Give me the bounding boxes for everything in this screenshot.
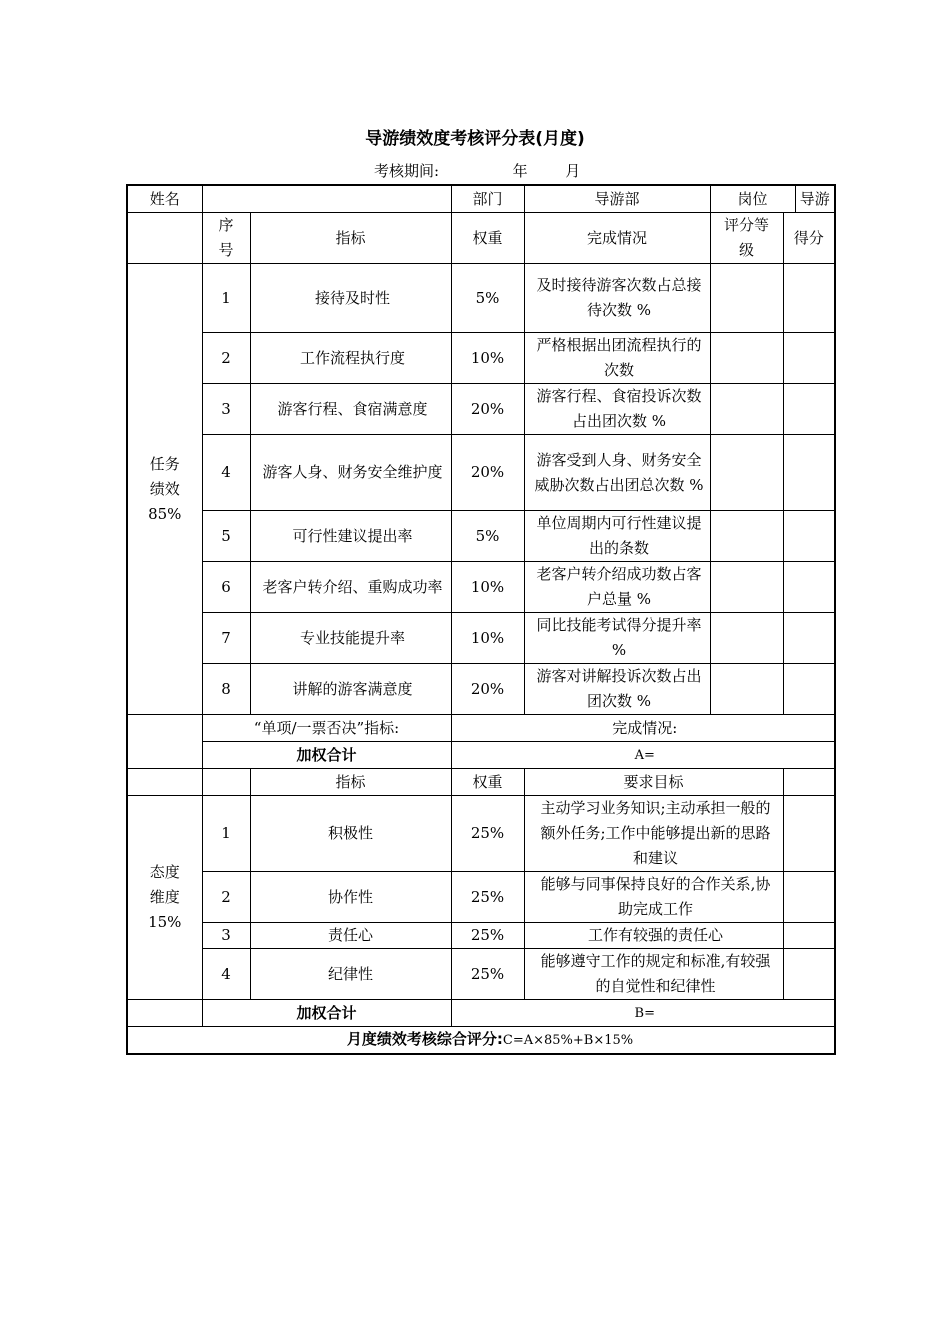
- task-total-value[interactable]: A=: [451, 742, 835, 769]
- col-score: 得分: [783, 213, 835, 264]
- score-cell[interactable]: [783, 435, 835, 511]
- header-row: [127, 185, 835, 213]
- task-row: 2 工作流程执行度 10% 严格根据出团流程执行的次数: [127, 333, 835, 384]
- grade-cell[interactable]: [710, 264, 783, 333]
- attitude-total-row: [127, 1000, 835, 1027]
- attitude-row: 态度 维度 15% 1 积极性 25% 主动学习业务知识;主动承担一般的额外任务;工作中能够提出新的思路和建议: [127, 796, 835, 872]
- task-row: 任务 绩效 85% 1 接待及时性 5% 及时接待游客次数占总接待次数 %: [127, 264, 835, 333]
- attitude-row: 2 协作性 25% 能够与同事保持良好的合作关系,协助完成工作: [127, 872, 835, 923]
- period-month: 月: [565, 162, 581, 180]
- grade-cell[interactable]: [710, 511, 783, 562]
- col-seq: 序号: [202, 213, 250, 264]
- veto-completion[interactable]: 完成情况:: [451, 715, 835, 742]
- score-cell[interactable]: [783, 664, 835, 715]
- task-row: 5 可行性建议提出率 5% 单位周期内可行性建议提出的条数: [127, 511, 835, 562]
- score-cell[interactable]: [783, 949, 835, 1000]
- grade-cell[interactable]: [710, 333, 783, 384]
- grade-cell[interactable]: [710, 435, 783, 511]
- col-weight: 权重: [451, 213, 524, 264]
- col-attitude-target: 要求目标: [524, 769, 783, 796]
- attitude-section-label: 态度 维度 15%: [127, 796, 202, 1000]
- task-row: 4 游客人身、财务安全维护度 20% 游客受到人身、财务安全威胁次数占出团总次数 %: [127, 435, 835, 511]
- score-cell[interactable]: [783, 923, 835, 949]
- dept-value: 导游部: [524, 185, 710, 213]
- col-attitude-indicator: 指标: [250, 769, 451, 796]
- attitude-row: 4 纪律性 25% 能够遵守工作的规定和标准,有较强的自觉性和纪律性: [127, 949, 835, 1000]
- summary-formula: C=A×85%+B×15%: [502, 1033, 634, 1048]
- post-cell: [710, 185, 835, 213]
- score-cell[interactable]: [783, 796, 835, 872]
- task-total-label: 加权合计: [202, 742, 451, 769]
- assessment-period: [374, 160, 580, 181]
- score-cell[interactable]: [783, 562, 835, 613]
- form-title: 导游绩效度考核评分表(月度): [365, 129, 585, 149]
- summary-label: 月度绩效考核综合评分:: [346, 1030, 503, 1048]
- col-grade: 评分等级: [710, 213, 783, 264]
- task-row: 8 讲解的游客满意度 20% 游客对讲解投诉次数占出团次数 %: [127, 664, 835, 715]
- veto-row: [127, 715, 835, 742]
- evaluation-table: [126, 184, 836, 1055]
- score-cell[interactable]: [783, 613, 835, 664]
- attitude-row: 3 责任心 25% 工作有较强的责任心: [127, 923, 835, 949]
- period-label: 考核期间:: [374, 162, 440, 180]
- grade-cell[interactable]: [710, 562, 783, 613]
- score-cell[interactable]: [783, 872, 835, 923]
- task-section-label: 任务 绩效 85%: [127, 264, 202, 715]
- attitude-total-value[interactable]: B=: [451, 1000, 835, 1027]
- task-row: 6 老客户转介绍、重购成功率 10% 老客户转介绍成功数占客户总量 %: [127, 562, 835, 613]
- veto-label: “单项/一票否决”指标:: [202, 715, 451, 742]
- period-year: 年: [512, 162, 528, 180]
- post-value: 导游: [799, 190, 830, 208]
- task-row: 3 游客行程、食宿满意度 20% 游客行程、食宿投诉次数占出团次数 %: [127, 384, 835, 435]
- score-cell[interactable]: [783, 333, 835, 384]
- score-cell[interactable]: [783, 384, 835, 435]
- grade-cell[interactable]: [710, 384, 783, 435]
- col-attitude-weight: 权重: [451, 769, 524, 796]
- grade-cell[interactable]: [710, 613, 783, 664]
- col-indicator: 指标: [250, 213, 451, 264]
- dept-label: 部门: [451, 185, 524, 213]
- score-cell[interactable]: [783, 511, 835, 562]
- summary-row: [127, 1027, 835, 1055]
- task-column-header: [127, 213, 835, 264]
- task-row: 7 专业技能提升率 10% 同比技能考试得分提升率 %: [127, 613, 835, 664]
- task-total-row: [127, 742, 835, 769]
- grade-cell[interactable]: [710, 664, 783, 715]
- name-field[interactable]: [202, 185, 451, 213]
- col-completion: 完成情况: [524, 213, 710, 264]
- attitude-column-header: [127, 769, 835, 796]
- score-cell[interactable]: [783, 264, 835, 333]
- attitude-total-label: 加权合计: [202, 1000, 451, 1027]
- post-label: 岗位: [711, 186, 796, 212]
- name-label: 姓名: [127, 185, 202, 213]
